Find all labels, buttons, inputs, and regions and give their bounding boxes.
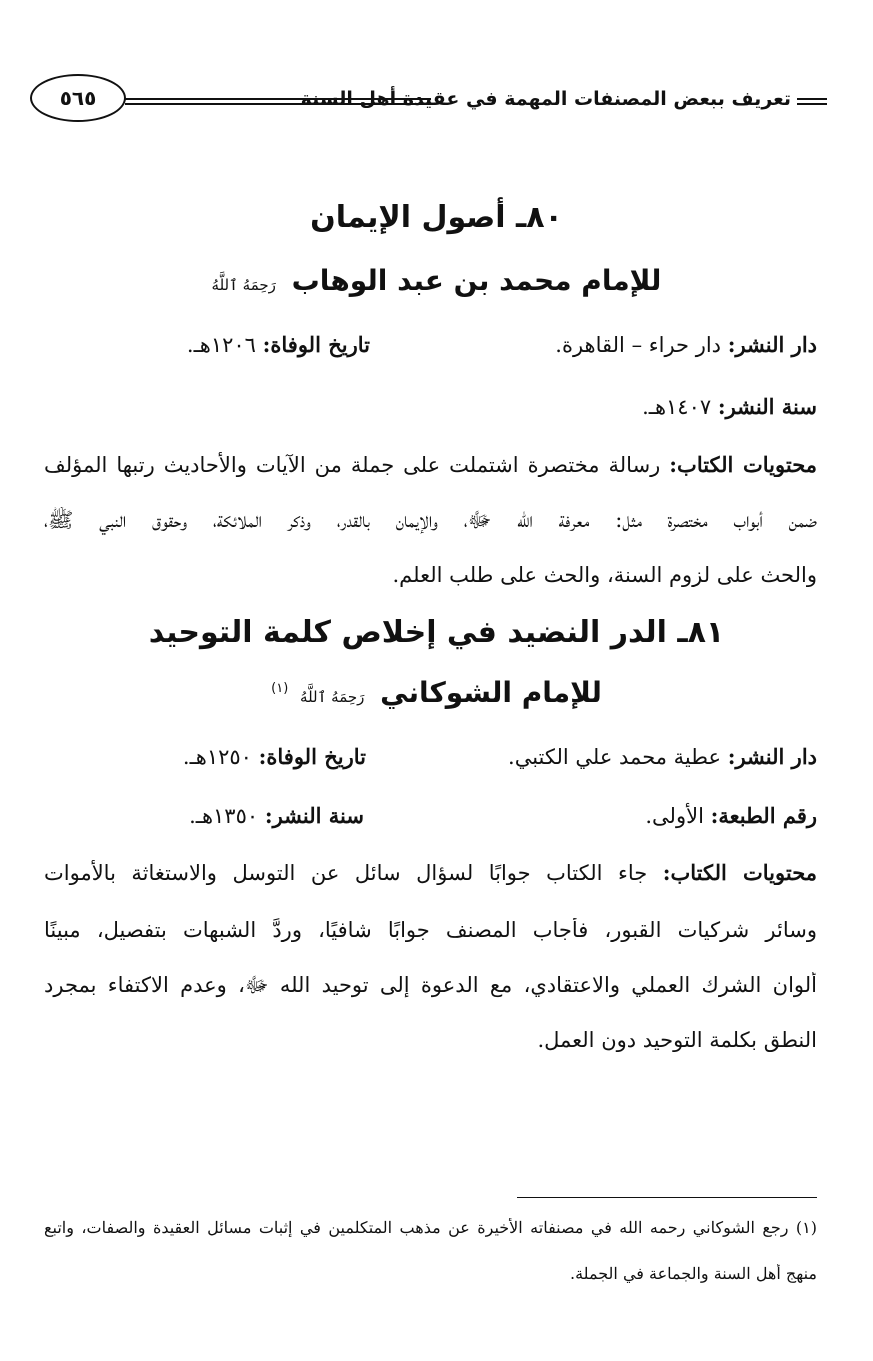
- book-80-author: [0, 264, 873, 297]
- book-80-contents-line-1: [44, 452, 817, 477]
- book-81-contents-line-1: [44, 860, 817, 885]
- footnote-line-1: (١) رجع الشوكاني رحمه الله في مصنفاته الأخيرة عن مذهب المتكلمين في إثبات مسائل العقيدة والصفات، واتبع: [44, 1218, 817, 1237]
- contents-label: محتويات الكتاب:: [662, 860, 817, 885]
- footnote-marker[interactable]: (١): [271, 680, 289, 696]
- honorific-phrase: رَحِمَهُ ٱللَّهُ: [211, 276, 276, 294]
- book-81-publisher: [508, 744, 817, 769]
- book-81-contents-line-2: وسائر شركيات القبور، فأجاب المصنف جوابًا شافيًا، وردَّ الشبهات بتفصيل، مبينًا: [44, 918, 817, 942]
- footnote-line-2: منهج أهل السنة والجماعة في الجملة.: [570, 1264, 817, 1283]
- book-81-edition: [645, 803, 817, 828]
- book-80-author-name: للإمام محمد بن عبد الوهاب: [291, 264, 662, 297]
- book-81-title: ٨١ـ الدر النضيد في إخلاص كلمة التوحيد: [148, 615, 725, 650]
- publish-year-value: ١٣٥٠هـ.: [189, 804, 259, 828]
- publisher-label: دار النشر:: [727, 744, 817, 769]
- book-81-contents-line-4: النطق بكلمة التوحيد دون العمل.: [537, 1028, 817, 1052]
- death-date-value: ١٢٥٠هـ.: [182, 745, 252, 769]
- book-81-author: [0, 676, 873, 709]
- running-header-title: تعريف ببعض المصنفات المهمة في عقيدة أهل السنة: [300, 88, 791, 110]
- book-81-publish-year: [124, 803, 364, 828]
- footnote-separator: [517, 1197, 817, 1198]
- publisher-label: دار النشر:: [727, 332, 817, 357]
- book-80-title: ٨٠ـ أصول الإيمان: [310, 200, 563, 235]
- book-80-death-date: [110, 332, 370, 357]
- book-80-publisher: [555, 332, 817, 357]
- book-81-death-date: [106, 744, 366, 769]
- publish-year-label: سنة النشر:: [717, 394, 817, 419]
- publish-year-label: سنة النشر:: [264, 803, 364, 828]
- contents-label: محتويات الكتاب:: [669, 452, 817, 477]
- book-80-contents-line-2: ضمن أبواب مختصرة مثل: معرفة الله ﷻ، والإيمان بالقدر، وذكر الملائكة، وحقوق النبي ﷺ،: [44, 508, 817, 532]
- page-number: ٥٦٥: [30, 74, 126, 122]
- book-81-contents-line-3: ألوان الشرك العملي والاعتقادي، مع الدعوة إلى توحيد الله ﷻ، وعدم الاكتفاء بمجرد: [44, 973, 817, 997]
- death-date-label: تاريخ الوفاة:: [262, 332, 370, 357]
- header-ornament-dash: [797, 98, 827, 105]
- book-80-contents-line-3: والحث على لزوم السنة، والحث على طلب العلم.: [392, 563, 817, 587]
- edition-label: رقم الطبعة:: [710, 803, 817, 828]
- honorific-phrase: رَحِمَهُ ٱللَّهُ: [300, 688, 365, 706]
- publisher-value: دار حراء – القاهرة.: [555, 333, 722, 357]
- death-date-label: تاريخ الوفاة:: [258, 744, 366, 769]
- book-81-author-name: للإمام الشوكاني: [380, 676, 602, 709]
- header-rule: [125, 98, 431, 105]
- running-header: [30, 74, 827, 130]
- publish-year-value: ١٤٠٧هـ.: [642, 395, 712, 419]
- book-80-publish-year: [642, 394, 817, 419]
- edition-value: الأولى.: [645, 804, 704, 828]
- contents-text: رسالة مختصرة اشتملت على جملة من الآيات والأحاديث رتبها المؤلف: [44, 453, 661, 477]
- publisher-value: عطية محمد علي الكتبي.: [508, 745, 722, 769]
- contents-text: جاء الكتاب جوابًا لسؤال سائل عن التوسل والاستغاثة بالأموات: [44, 861, 648, 885]
- death-date-value: ١٢٠٦هـ.: [186, 333, 256, 357]
